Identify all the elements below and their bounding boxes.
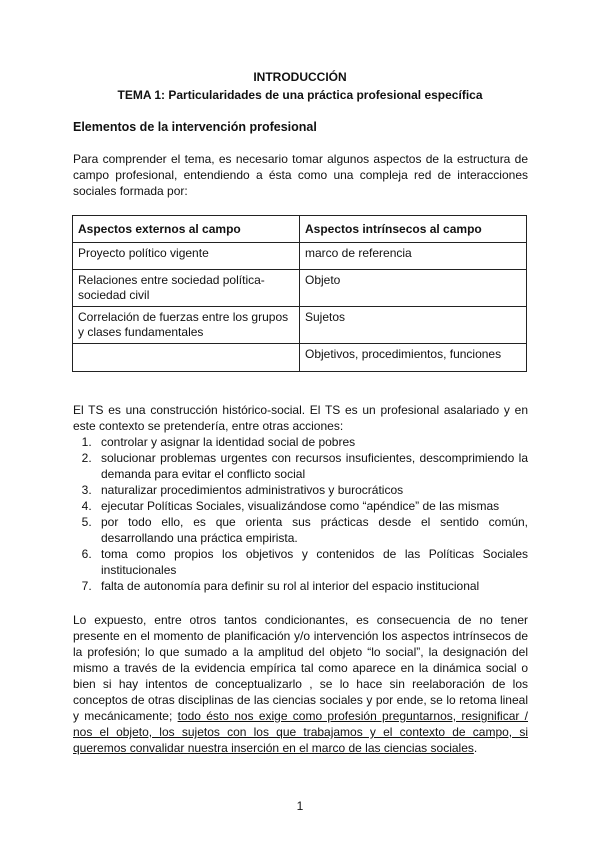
table-header-intrinsic: Aspectos intrínsecos al campo: [300, 216, 527, 243]
table-cell-empty: [73, 344, 300, 372]
table-header-external: Aspectos externos al campo: [73, 216, 300, 243]
list-item: 6. toma como propios los objetivos y contenidos de las Políticas Sociales institucionales: [95, 546, 528, 578]
table-row: [73, 344, 527, 372]
closing-paragraph: [73, 612, 528, 756]
table-cell: Proyecto político vigente: [73, 243, 300, 270]
document-title: INTRODUCCIÓN: [253, 70, 347, 84]
list-item: 2. solucionar problemas urgentes con recursos insuficientes, descomprimiendo la demanda para evitar el conflicto social: [95, 450, 528, 482]
list-item: 5. por todo ello, es que orienta sus prácticas desde el sentido común, desarrollando una práctica empirista.: [95, 514, 528, 546]
ts-paragraph: El TS es una construcción histórico-social. El TS es un profesional asalariado y en este contexto se pretendería, entre otras acciones:: [73, 403, 528, 433]
table-cell: Sujetos: [300, 307, 527, 344]
section-heading: Elementos de la intervención profesional: [73, 120, 317, 134]
list-item: 1. controlar y asignar la identidad social de pobres: [95, 434, 528, 450]
list-item: 7. falta de autonomía para definir su rol al interior del espacio institucional: [95, 578, 528, 594]
table-cell: marco de referencia: [300, 243, 527, 270]
table-cell: Relaciones entre sociedad política-sociedad civil: [73, 270, 300, 307]
document-subtitle: TEMA 1: Particularidades de una práctica profesional específica: [117, 88, 483, 102]
table-cell: Objeto: [300, 270, 527, 307]
table-header-row: [73, 216, 527, 243]
intro-paragraph: Para comprender el tema, es necesario tomar algunos aspectos de la estructura de campo profesional, entendiendo a ésta como una compleja red de interacciones sociales formada por:: [73, 152, 528, 198]
page-number: 1: [296, 799, 304, 813]
actions-list: [73, 434, 528, 594]
closing-paragraph-text: Lo expuesto, entre otros tantos condicionantes, es consecuencia de no tener presente en el momento de planificación y/o intervención los aspectos intrínsecos de la profesión; lo que sumado a la amplitud del objeto “lo social”, la designación del mismo a través de la evidencia empírica tal como aparece en la dinámica social o bien si hay intentos de conceptualizarlo , se lo hace sin reelaboración de los conceptos de otras disciplinas de las ciencias sociales y por ende, se lo retoma lineal y mecánicamente;: [73, 613, 528, 723]
table-cell: Correlación de fuerzas entre los grupos y clases fundamentales: [73, 307, 300, 344]
table-row: [73, 270, 527, 307]
aspects-table: [72, 215, 527, 372]
list-item: 4. ejecutar Políticas Sociales, visualizándose como “apéndice” de las mismas: [95, 498, 528, 514]
closing-period: .: [473, 741, 478, 755]
table-cell: Objetivos, procedimientos, funciones: [300, 344, 527, 372]
list-item: 3. naturalizar procedimientos administrativos y burocráticos: [95, 482, 528, 498]
underlined-statement: todo ésto nos exige como profesión preguntarnos, resignificar / nos el objeto, los sujetos con los que trabajamos y el contexto de campo, si queremos convalidar nuestra inserción en el marco de las ciencias sociales: [73, 709, 529, 755]
table-row: [73, 243, 527, 270]
table-row: [73, 307, 527, 344]
